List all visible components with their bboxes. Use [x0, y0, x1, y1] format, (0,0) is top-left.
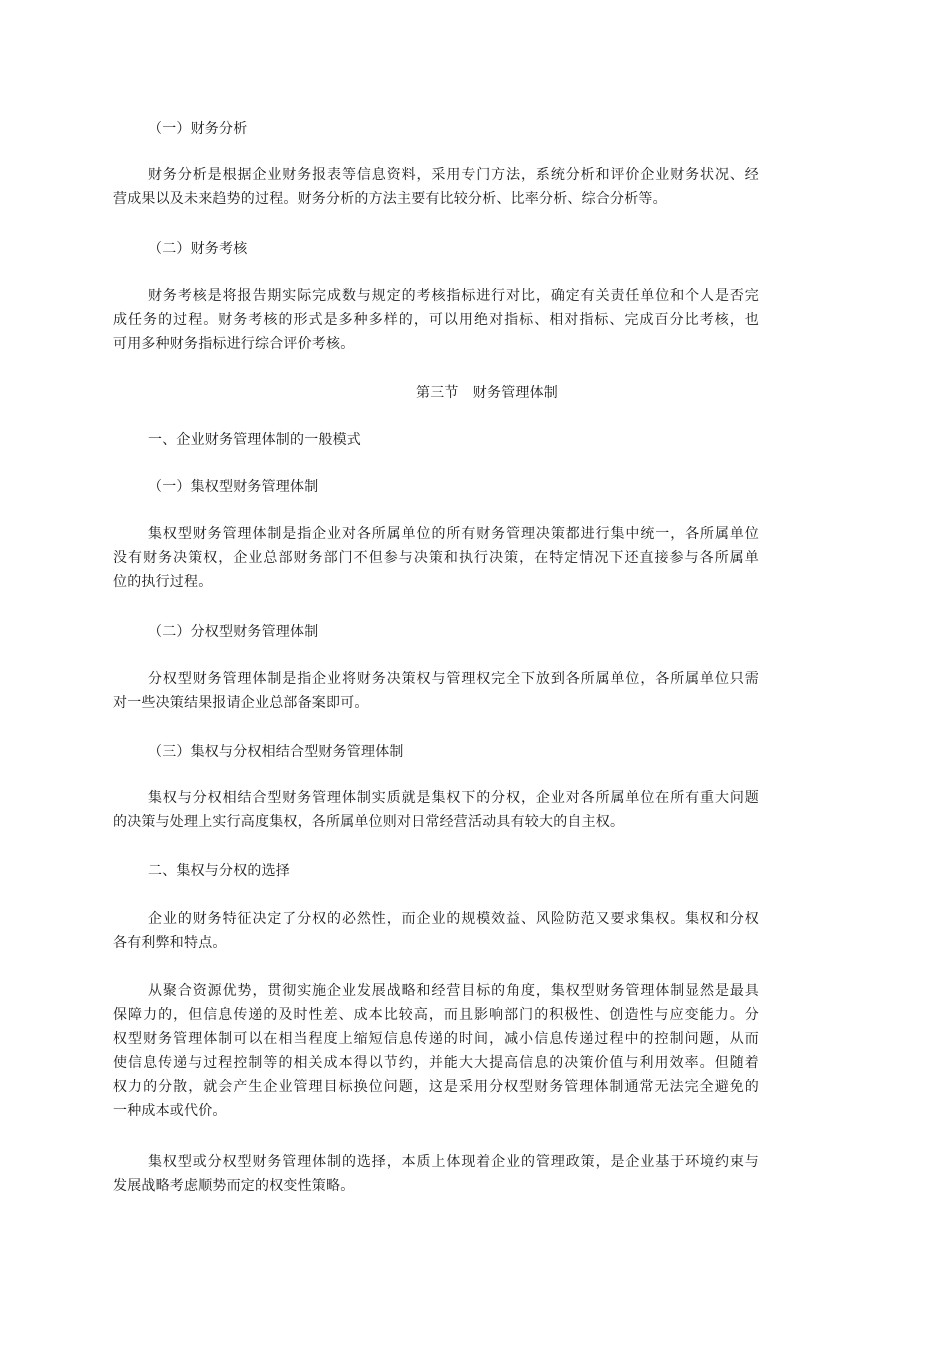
paragraph-line: 各有利弊和特点。 — [113, 935, 227, 951]
paragraph-line: 权型财务管理体制可以在相当程度上缩短信息传递的时间，减小信息传递过程中的控制问题，从而 — [113, 1031, 759, 1047]
paragraph-line: 没有财务决策权，企业总部财务部门不但参与决策和执行决策，在特定情况下还直接参与各所属单 — [113, 550, 759, 566]
heading-general-mode: 一、企业财务管理体制的一般模式 — [148, 432, 361, 448]
subheading-combined: （三）集权与分权相结合型财务管理体制 — [148, 744, 404, 760]
paragraph-line: 集权与分权相结合型财务管理体制实质就是集权下的分权，企业对各所属单位在所有重大问题 — [148, 790, 759, 806]
paragraph-line: 可用多种财务指标进行综合评价考核。 — [113, 336, 355, 352]
subheading-decentralized: （二）分权型财务管理体制 — [148, 624, 319, 640]
paragraph-line: 财务分析是根据企业财务报表等信息资料，采用专门方法，系统分析和评价企业财务状况、经 — [148, 167, 759, 183]
subheading-financial-assessment: （二）财务考核 — [148, 241, 248, 257]
paragraph-line: 成任务的过程。财务考核的形式是多种多样的，可以用绝对指标、相对指标、完成百分比考核，也 — [113, 312, 759, 328]
heading-choice: 二、集权与分权的选择 — [148, 863, 290, 879]
paragraph-line: 的决策与处理上实行高度集权，各所属单位则对日常经营活动具有较大的自主权。 — [113, 814, 625, 830]
subheading-financial-analysis: （一）财务分析 — [148, 121, 248, 137]
paragraph-line: 分权型财务管理体制是指企业将财务决策权与管理权完全下放到各所属单位，各所属单位只需 — [148, 671, 759, 687]
paragraph-line: 从聚合资源优势，贯彻实施企业发展战略和经营目标的角度，集权型财务管理体制显然是最具 — [148, 983, 759, 999]
paragraph-line: 使信息传递与过程控制等的相关成本得以节约，并能大大提高信息的决策价值与利用效率。但随着 — [113, 1055, 759, 1071]
section-title: 第三节 财务管理体制 — [416, 385, 558, 401]
paragraph-line: 集权型财务管理体制是指企业对各所属单位的所有财务管理决策都进行集中统一，各所属单位 — [148, 526, 759, 542]
paragraph-line: 财务考核是将报告期实际完成数与规定的考核指标进行对比，确定有关责任单位和个人是否完 — [148, 288, 759, 304]
paragraph-line: 发展战略考虑顺势而定的权变性策略。 — [113, 1178, 355, 1194]
paragraph-line: 集权型或分权型财务管理体制的选择，本质上体现着企业的管理政策，是企业基于环境约束与 — [148, 1154, 759, 1170]
paragraph-line: 企业的财务特征决定了分权的必然性，而企业的规模效益、风险防范又要求集权。集权和分权 — [148, 911, 759, 927]
paragraph-line: 权力的分散，就会产生企业管理目标换位问题，这是采用分权型财务管理体制通常无法完全避免的 — [113, 1079, 759, 1095]
paragraph-line: 营成果以及未来趋势的过程。财务分析的方法主要有比较分析、比率分析、综合分析等。 — [113, 191, 667, 207]
paragraph-line: 位的执行过程。 — [113, 574, 213, 590]
paragraph-line: 保障力的，但信息传递的及时性差、成本比较高，而且影响部门的积极性、创造性与应变能力。分 — [113, 1007, 759, 1023]
paragraph-line: 对一些决策结果报请企业总部备案即可。 — [113, 695, 369, 711]
paragraph-line: 一种成本或代价。 — [113, 1103, 227, 1119]
subheading-centralized: （一）集权型财务管理体制 — [148, 479, 319, 495]
